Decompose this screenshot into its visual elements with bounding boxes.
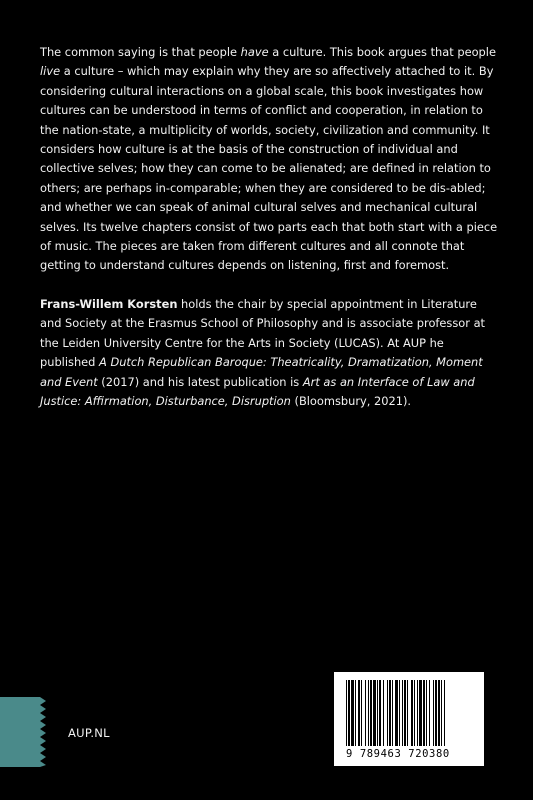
author-name: Frans-Willem Korsten [40, 296, 178, 311]
barcode-bar [404, 680, 406, 746]
perforated-edge-icon [40, 697, 46, 767]
barcode-bar [435, 680, 437, 746]
barcode-bar [355, 680, 356, 746]
barcode-bar [429, 680, 430, 746]
barcode-bar [358, 680, 360, 746]
isbn-barcode [334, 672, 484, 766]
barcode-bar [399, 680, 400, 746]
barcode-bar [423, 680, 425, 746]
barcode-bar [419, 680, 422, 746]
book-title-1: A Dutch Republican Baroque: Theatricality, Dramatization, Moment and Event [40, 355, 483, 389]
back-cover-text [40, 43, 500, 411]
barcode-bar [402, 680, 403, 746]
barcode-bar [348, 680, 350, 746]
barcode-bar [368, 680, 369, 746]
barcode-bar [379, 680, 381, 746]
barcode-bar [444, 680, 445, 746]
barcode-bar [373, 680, 376, 746]
barcode-bar [383, 680, 384, 746]
description-paragraph: The common saying is that people have a culture. This book argues that people live a culture – which may explain why they are so affectively attached to it. By considering cultural interactions on a global scale, this book investigates how cultures can be understood in terms of conflict and cooperation, in relation to the nation-state, a multiplicity of worlds, society, civilization and community. It considers how culture is at the basis of the construction of individual and collective selves; how they can come to be alienated; are defined in relation to others; are perhaps in-comparable; when they are considered to be dis-abled; and whether we can speak of animal cultural selves and mechanical cultural selves. Its twelve chapters consist of two parts each that both start with a piece of music. The pieces are taken from different cultures and all connote that getting to understand cultures depends on listening, first and foremost. [40, 45, 498, 273]
barcode-bar [433, 680, 434, 746]
author-bio-paragraph: Frans-Willem Korsten holds the chair by special appointment in Literature and Society at the Erasmus School of Philosophy and is associate professor at the Leiden University Centre for the Arts in Society (LUCAS). At AUP he published A Dutch Republican Baroque: Theatricality, Dramatization, Moment and Event (2017) and his latest publication is Art as an Interface of Law and Justice: Affirmation, Disturbance, Disruption (Bloomsbury, 2021). [40, 296, 486, 408]
barcode-bar [361, 680, 362, 746]
barcode-bar [417, 680, 418, 746]
barcode-bars [344, 680, 474, 746]
isbn-number: 9 789463 720380 [346, 748, 450, 760]
barcode-bar [389, 680, 391, 746]
barcode-bar [387, 680, 388, 746]
barcode-bar [365, 680, 366, 746]
publisher-website: AUP.NL [68, 726, 110, 740]
barcode-bar [395, 680, 398, 746]
barcode-bar [377, 680, 378, 746]
barcode-bar [414, 680, 415, 746]
barcode-bar [426, 680, 427, 746]
barcode-bar [392, 680, 393, 746]
book-title-2: Art as an Interface of Law and Justice: Affirmation, Disturbance, Disruption [40, 374, 475, 408]
barcode-bar [438, 680, 440, 746]
barcode-bar [370, 680, 372, 746]
barcode-bar [346, 680, 347, 746]
barcode-bar [411, 680, 413, 746]
barcode-bar [407, 680, 408, 746]
barcode-bar [441, 680, 442, 746]
publisher-accent-tab [0, 697, 40, 767]
barcode-bar [351, 680, 354, 746]
